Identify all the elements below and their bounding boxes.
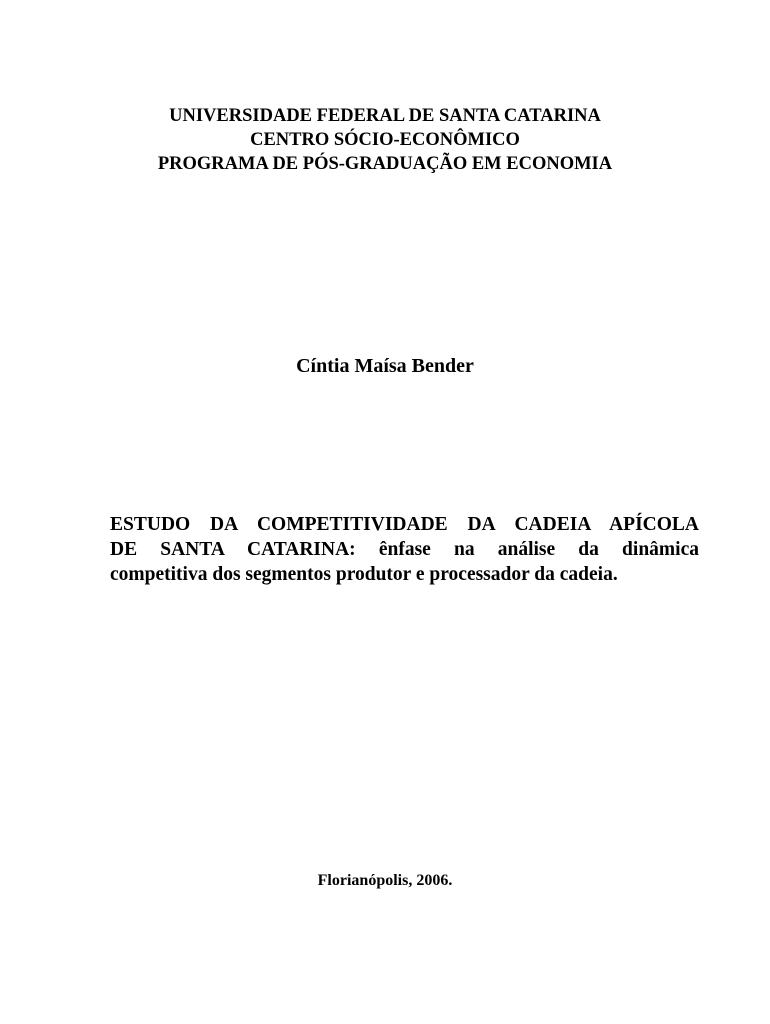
thesis-title [110,512,699,587]
program-name: PROGRAMA DE PÓS-GRADUAÇÃO EM ECONOMIA [157,154,613,174]
institution-header [0,104,770,176]
thesis-title-line-3: competitiva dos segmentos produtor e processador da cadeia. [110,564,618,585]
thesis-title-line-2: DE SANTA CATARINA: ênfase na análise da dinâmica [110,539,699,560]
university-name: UNIVERSIDADE FEDERAL DE SANTA CATARINA [169,106,601,126]
center-name: CENTRO SÓCIO-ECONÔMICO [250,130,520,150]
author-name: Cíntia Maísa Bender [296,355,474,377]
thesis-title-line-1: ESTUDO DA COMPETITIVIDADE DA CADEIA APÍCOLA [110,514,699,535]
place-and-date: Florianópolis, 2006. [317,872,453,889]
